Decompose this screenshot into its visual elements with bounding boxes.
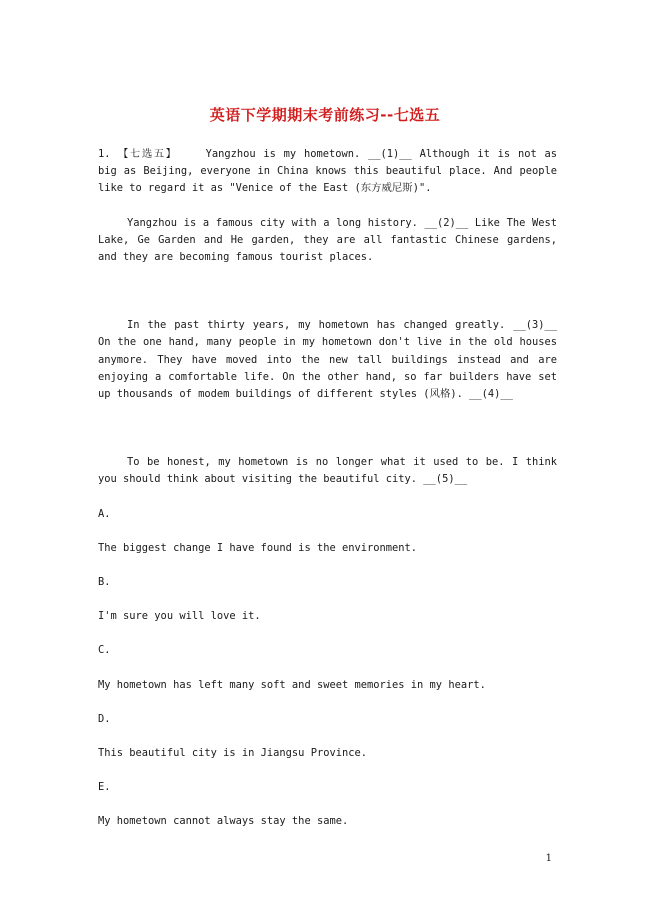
option-a-text: The biggest change I have found is the environment.: [98, 541, 418, 554]
question-body: [98, 146, 557, 831]
option-e-text: My hometown cannot always stay the same.: [98, 815, 349, 828]
paragraph-2: Yangzhou is a famous city with a long history. __(2)__ Like The West Lake, Ge Garden and He garden, they are all fantastic Chinese gardens, and they are becoming famous tourist places.: [98, 216, 557, 264]
option-b-letter: B.: [98, 576, 111, 589]
option-b-text: I'm sure you will love it.: [98, 610, 261, 623]
paragraph-1: [98, 146, 557, 198]
document-title: 英语下学期期末考前练习--七选五: [209, 106, 441, 124]
option-e-letter: E.: [98, 781, 111, 794]
option-d-letter: D.: [98, 712, 111, 725]
paragraph-1-text: Yangzhou is my hometown. __(1)__ Although it is not as big as Beijing, everyone in China knows this beautiful place. And people like to regard it as "Venice of the East (东方威尼斯)".: [98, 148, 558, 195]
page-number: 1: [545, 853, 552, 864]
question-tag: 【七选五】: [116, 148, 178, 160]
paragraph-3: In the past thirty years, my hometown has changed greatly. __(3)__ On the one hand, many people in my hometown don't live in the old houses anymore. They have moved into the new tall buildings instead and are enjoying a comfortable life. On the other hand, so far builders have set up thousands of modem buildings of different styles (风格). __(4)__: [98, 319, 557, 401]
option-d-text: This beautiful city is in Jiangsu Province.: [98, 746, 367, 759]
question-number: 1.: [98, 148, 111, 160]
paragraph-4: To be honest, my hometown is no longer what it used to be. I think you should think about visiting the beautiful city. __(5)__: [98, 456, 557, 486]
option-c-text: My hometown has left many soft and sweet memories in my heart.: [98, 678, 486, 691]
option-c-letter: C.: [98, 644, 111, 657]
option-a-letter: A.: [98, 507, 111, 520]
